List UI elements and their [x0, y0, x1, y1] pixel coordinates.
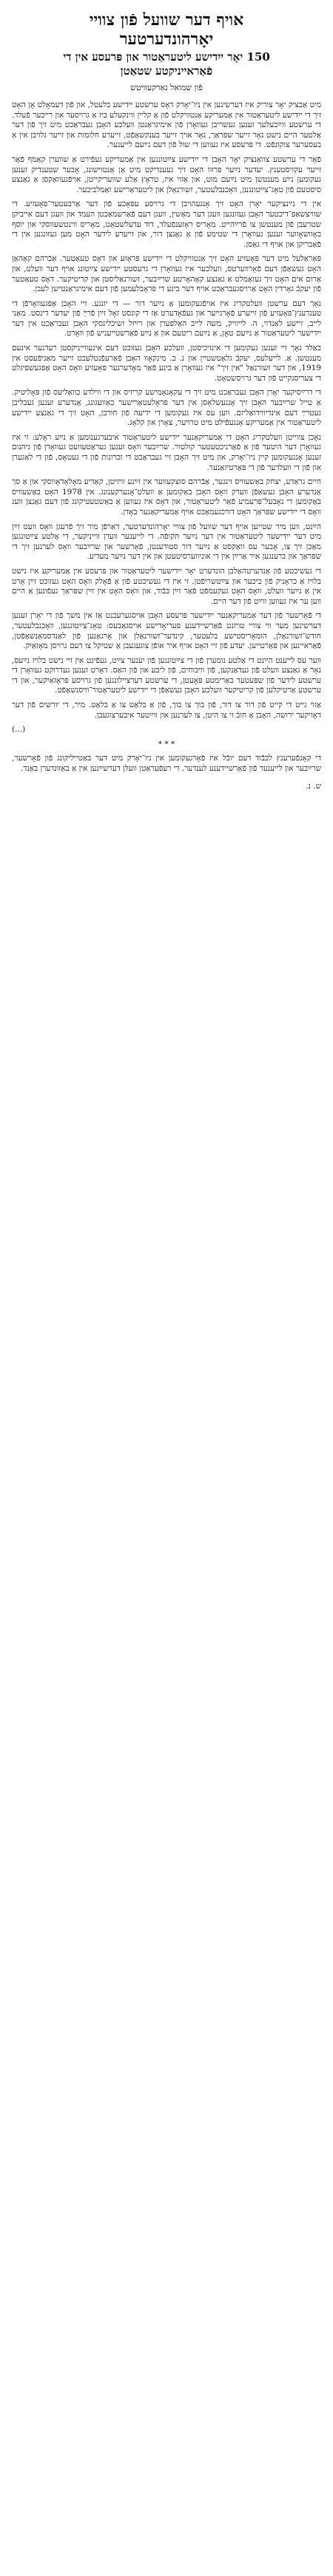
paragraph: די דרײַסיקער יאָרן האָבן געבראַכט מיט זיך די עקאָנאָמישע קריזיס און די ווילדע כוואַליעס פֿון פּאָליטיק. אַ טייל שרײַבער האָבן זיך אָנגעשלאָסן אין דער פּראָלעטאַרישער באַוועגונג, אַנדערע זענען געבליבן געטרײַ דעם אינדיווידואַליזם. ווען עס איז געקומען די ידיעה פֿון חורבן, האָט זיך די גאַנצע ייִדישע ליטעראַטור אין אַמעריקע אָנגעפֿילט מיט טרויער, צאָרן און קלאָג.: [12, 388, 321, 428]
section-separator: * * *: [158, 739, 175, 749]
paragraph: נאָך דעם ערשטן וועלטקריג איז אויפֿגעקומען אַ נײַער דור — די יונגע. זיי האָבן אָפּגעוואָרפֿן די טענדענץ־פּאָעזיע פֿון זייערע פֿאָרגייער און געפֿאָדערט אַז די קונסט זאָל זײַן פֿרײַ פֿון יעדער דינסט. מאַני לייב, זיישע לאַנדוי, ה. לייוויק, משה לייב האַלפּערן און רײַזל זשיכלינסקי האָבן געבראַכט אין דער ייִדישער ליטעראַטור אַ נײַעם טאָן, אַ נײַעם ריטעם און אַ נײַע פֿאַרשטייעניש פֿון וואָרט.: [12, 299, 321, 338]
paragraph: אַזוי גייט די קייט פֿון דור צו דור, פֿון בוך צו בוך, פֿון אַ בלאַט צו אַ בלאַט. מיר, די יורשים פֿון דער דאָזיקער ירושה, האָבן אַ חובֿ זי צו היטן, צו לערנען און ווײַטער איבערצוגעבן.: [12, 701, 321, 720]
title-line-1: אויף דער שוועל פֿון צוויי: [89, 10, 244, 30]
subtitle-line-2: פֿאַראייניקטע שטאַטן: [120, 64, 213, 78]
title-line-2: יאָרהונדערטער: [119, 30, 214, 49]
article-title: [12, 10, 321, 49]
paragraph: הײַנט, ווען מיר שטייען אויף דער שוועל פֿון צוויי יאָרהונדערטער, דאַרפֿן מיר זיך פֿרעגן וואָס וועט זײַן מיט דער ייִדישער ליטעראַטור אין דער נײַער תּקופֿה. די לייענער ווערן ווייניקער, די אַלטע צײַטונגען מאַכן זיך צו, אָבער עס וואַקסט אַ נײַער דור סטודענטן, פֿאָרשער און שרײַבער וואָס לערנען זיך די שפּראַך און ברענגען איר אַרײַן אין די אוניווערסיטעטן און אין דער נײַער מעדיע.: [12, 522, 321, 562]
signoff: ש. נ.: [306, 781, 321, 791]
paragraph: ווער עס לייענט הײַנט די אַלטע נומערן פֿון די צײַטונגען פֿון יענער צײַט, געפֿינט אין זיי נישט בלויז נײַעס, נאָר אַ גאַנצע וועלט פֿון געדאַנקען, פֿון וויכּוחים, פֿון ליבע און פֿון האַס. דאָרט זענען געדרוקט געוואָרן די ערשטע לידער פֿון שפּעטער באַרימטע פּאָעטן, די ערשטע דערציילונגען פֿון גרויסע פּראָזאַיִקער, און די ערשטע אַרטיקלען פֿון קריטיקער וועלכע האָבן געשאַפֿן די ייִדישע ליטעראַטור־וויסנשאַפֿט.: [12, 655, 321, 695]
paragraph: פֿאַר די ערשטע צוואַנציק יאָר האָבן די ייִדישע צײַטונגען אין אַמעריקע געפֿירט אַ שווערן קאַמף פֿאַר זייער עקזיסטענץ. יעדער נײַער פּרוּוו האָט זיך געענדיקט מיט אַן אַנטוישונג, אָבער שטענדיק זענען געקומען נײַע מענטשן מיט נײַעם מוט, און אַזוי איז, טראָץ אַלע שוועריקייטן, אויפֿגעוואַקסן אַ גאַנצע סיסטעם פֿון טאָג־צײַטונגען, וואָכנבלעטער, זשורנאַלן און ליטעראַרישע זאַמלביכער.: [12, 154, 321, 194]
paragraph: די געשיכטע פֿון אַנדערטהאַלבן הונדערט יאָר ייִדישער ליטעראַטור און פּרעסע אין אַמעריקע איז נישט בלויז אַ כראָניק פֿון ביכער און צײַטשריפֿטן. זי איז די געשיכטע פֿון אַ פֿאָלק וואָס האָט געזוכט זײַן אָרט אין אַ נײַער וועלט, וואָס האָט געקעמפֿט פֿאַר זײַן כּבֿוד, און וואָס האָט אין זײַן שפּראַך געפֿונען אַ היים ווען ער איז געווען ווײַט פֿון דער היים.: [12, 566, 321, 606]
byline: פֿון שמואל נאַרקעוויטש: [130, 83, 203, 92]
article-subtitle: [12, 50, 321, 78]
ellipsis-marker: (...): [12, 725, 26, 735]
paragraph: באַלד נאָך זיי זענען געקומען די אינזיכיסטן, וועלכע האָבן געזוכט דעם אינעווייניקסטן רעדנער אינעם מענטשן. אַ. לייעלעס, יעקבֿ גלאַטשטיין און נ. ב. מינקאָוו האָבן פֿאַרעפֿנטלעכט זייער מאַניפֿעסט אין 1919, און דער זשורנאַל "אין זיך" איז געוואָרן אַ בינע פֿאַר מאָדערנער פּאָעזיע וואָס האָט אָפּגעשפּיגלט די צעריסנקייט פֿון דער גרויסשטאָט.: [12, 344, 321, 383]
article-body: [12, 100, 321, 774]
paragraph: די פֿאָרשער פֿון דער אַמעריקאַנער ייִדישער פּרעסע האָבן אויסגערעכנט אַז אין משך פֿון די יאָרן זענען דערשינען מער ווי צוויי טויזנט פֿאַרשיידענע פּעריאָדישע אויסגאַבעס: טאָג־צײַטונגען, וואָכנבלעטער, חודש־זשורנאַלן, הומאָריסטישע בלעטער, קינדער־זשורנאַלן און אָרגאַנען פֿון לאַנדסמאַנשאַפֿטן, פֿאַראיינען און פּאַרטייען. יעדע פֿון זיי האָט אויף איר אופֿן צוגעגעבן אַ שטיקל צו דעם גרויסן מאָזאַיִק.: [12, 611, 321, 651]
paragraph: מיט אַכציק יאָר צוריק איז דערשינען אין ניו־יאָרק דאָס ערשטע ייִדישע בלעטל, און פֿון דעמאָלט אָן האָט זיך די ייִדישע ליטעראַטור אין אַמעריקע אַנטוויקלט פֿון אַ קליין ווינקעלע ביז אַ גרויסער און רייכער פֿעלד. די ערשטע ווײַבעלעך זענען געשריבן געוואָרן פֿון אימיגראַנטן וועלכע האָבן געבראַכט מיט זיך פֿון דער אַלטער היים נישט נאָר זייער שפּראַך, נאָר אויך זייער בענקשאַפֿט, זייערע חלומות און זייער גלויבן אין אַ בעסערער צוקונפֿט. די פּרעסע איז געווען די שול פֿון דעם נײַעם לייענער.: [12, 100, 321, 150]
paragraph: די קאָנפֿערענץ לכּבֿוד דעם יובֿל איז פֿאָרגעקומען אין ניו־יאָרק מיט דער באַטייליקונג פֿון פֿאָרשער, שרײַבער און לייענער פֿון פֿאַרשיידענע לענדער. די רעפֿעראַטן וועלן דערשײַנען אין אַ באַזונדערן באַנד.: [12, 754, 321, 774]
paragraph: חיים גראַדע, יצחק באַשעוויס זינגער, אַבֿרהם סוצקעווער אין זײַנע וויזיטן, קאַדיע מאָלאָדאָווסקי און אַ סך אַנדערע האָבן געשאַפֿן ווערק וואָס האָבן באַקומען אַ וועלט־אָנערקענונג. אין 1978 האָט באַשעוויס באַקומען די נאָבעל־פּרעמיע פֿאַר ליטעראַטור, און דאָס איז געווען אַ באַשטעטיקונג פֿון דעם גאַנצן וועג וואָס די ייִדישע שפּראַך האָט דורכגעמאַכט אויף אַמעריקאַנער באָדן.: [12, 477, 321, 517]
subtitle-line-1: 150 יאָר ייִדישע ליטעראַטור און פּרעסע אין די: [63, 50, 270, 64]
paragraph: נאָכן צווייטן וועלטקריג האָט די אַמעריקאַנער ייִדישע ליטעראַטור איבערגענומען אַ נײַע ראָלע: זי איז געוואָרן דער היטער פֿון אַ פֿאַרניכטעטער קולטור. שרײַבער וואָס זענען געראַטעוועט געוואָרן פֿון גיהנום זענען אָנגעקומען קיין ניו־יאָרק, און מיט זיך האָבן זיי געבראַכט די זכרונות פֿון די געטאָס, פֿון די לאַגערן און פֿון די וועלדער פֿון די פּאַרטיזאַנער.: [12, 432, 321, 472]
paragraph: אין די נײַנציקער יאָרן האָט זיך אָנגעהויבן די גרויסע עפּאָכע פֿון דער אַרבעטער־פּאָעזיע. די שוויצשאַפּ־דיכטער האָבן געזונגען וועגן דער מאַשין, וועגן דעם פֿאַרשמאַכטן העמד און וועגן דעם אייביקן שטרעבן פֿון מענטשן צו פֿרײַהייט. מאָריס ראָזענפֿעלד, דוד עדעלשטאַט, מאָריס ווינטשעווסקי און יוסף באָוושאָווער זענען געוואָרן די שטימע פֿון אַ גאַנצן דור, און זייערע לידער האָט מען געזונגען אין די פֿאַבריקן און אויף די גאַסן.: [12, 200, 321, 249]
paragraph: פּאַראַלעל מיט דער פּאָעזיע האָט זיך אַנטוויקלט די ייִדישע פּראָזע און דאָס טעאַטער. אַבֿרהם קאַהאַן האָט געשאַפֿן דעם פֿאָרווערטס, וועלכער איז געוואָרן די גרעסטע ייִדישע צײַטונג אויף דער וועלט, און אַרום אים האָט זיך געזאַמלט אַ גאַנצע קאָהאָרטע שרײַבער, זשורנאַליסטן און קריטיקער. דאָס טעאַטער פֿון יעקבֿ גאָרדין האָט אַרויסגעבראַכט אויף דער בינע די פּראָבלעמען פֿון דעם אימיגראַנטישן לעבן.: [12, 254, 321, 294]
